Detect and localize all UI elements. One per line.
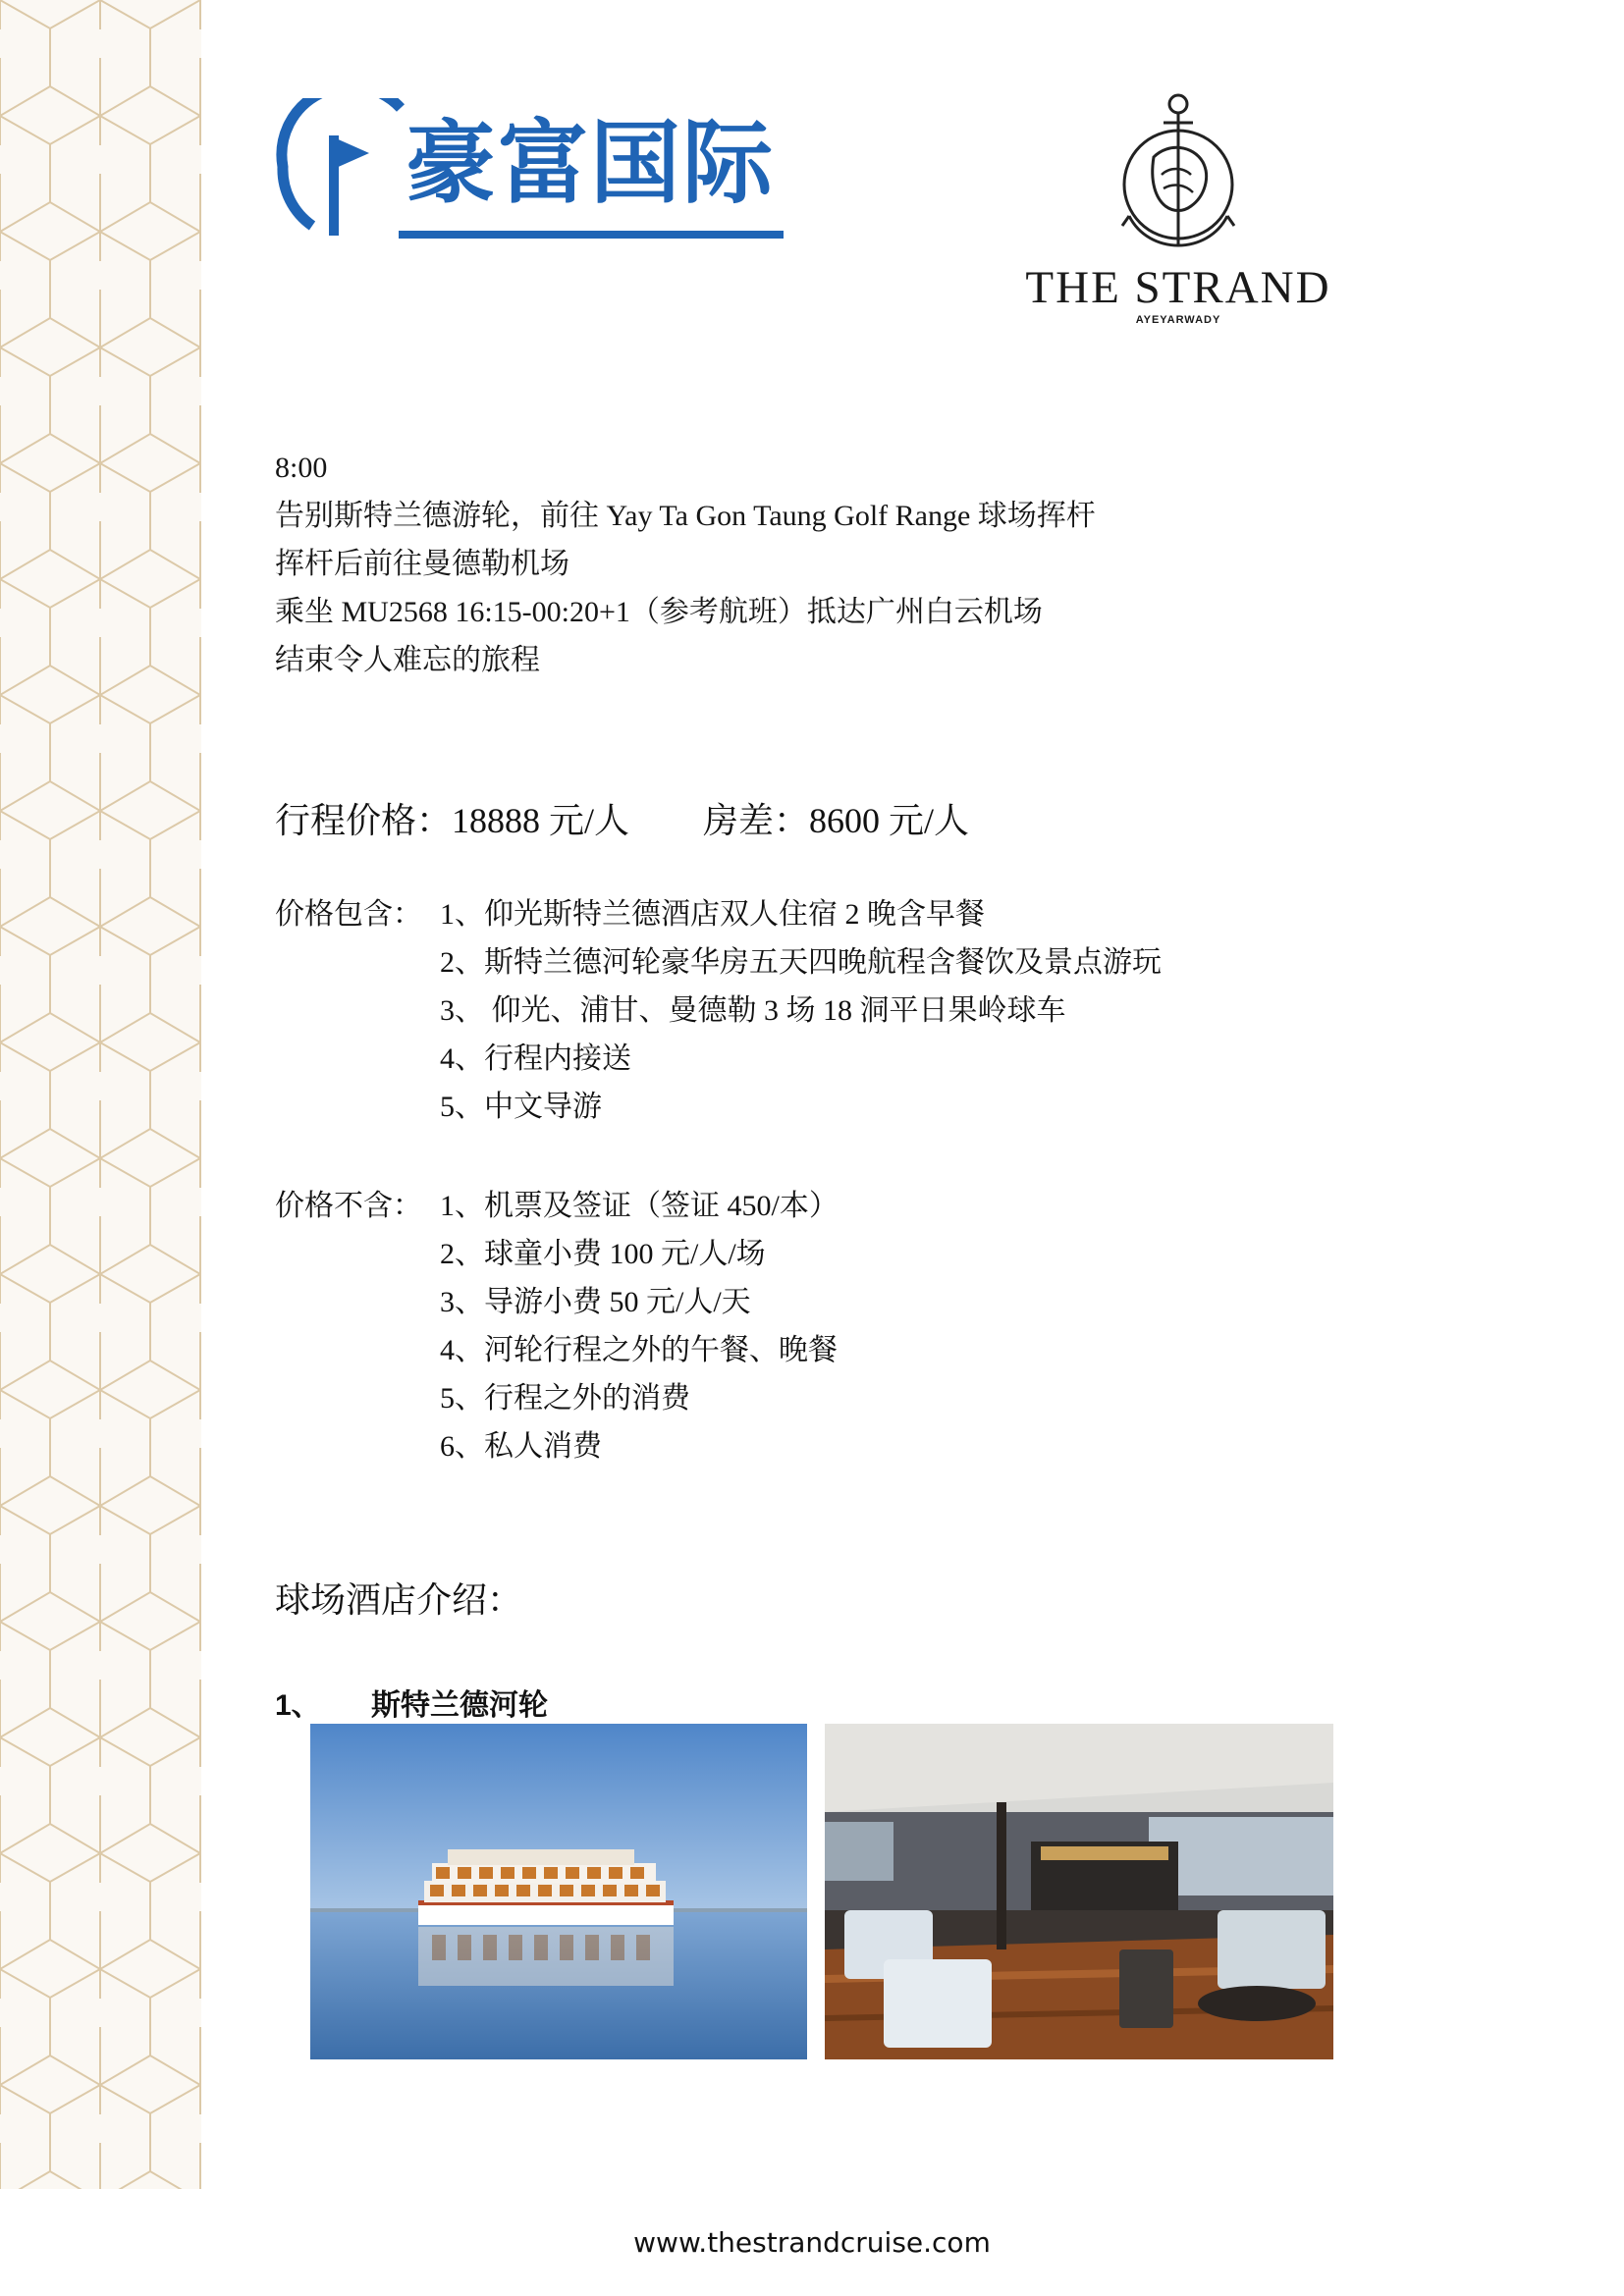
included-item: 5、中文导游 [440, 1091, 602, 1123]
brand-subtitle: AYEYARWADY [1135, 314, 1221, 326]
sub-heading-number: 1、 [275, 1689, 321, 1722]
logo-underline [399, 231, 784, 239]
itinerary-line: 挥杆后前往曼德勒机场 [275, 548, 569, 580]
ship-lounge-photo [825, 1724, 1333, 2059]
decorative-side-pattern [0, 0, 201, 2189]
itinerary-line: 结束令人难忘的旅程 [275, 644, 540, 676]
itinerary-line: 告别斯特兰德游轮，前往 Yay Ta Gon Taung Golf Range 球场挥杆 [275, 500, 1096, 532]
excluded-label: 价格不含： [275, 1190, 422, 1222]
sub-heading [275, 1681, 548, 1724]
company-logo-text: 豪富国际 [406, 110, 776, 216]
excluded-item: 2、球童小费 100 元/人/场 [440, 1238, 766, 1270]
excluded-item: 4、河轮行程之外的午餐、晚餐 [440, 1334, 838, 1366]
excluded-item: 3、导游小费 50 元/人/天 [440, 1286, 751, 1318]
strand-logo [1021, 88, 1335, 334]
river-cruise-ship-photo [310, 1724, 807, 2059]
itinerary-block [275, 444, 1096, 684]
included-item: 1、仰光斯特兰德酒店双人住宿 2 晚含早餐 [440, 898, 985, 931]
section-heading: 球场酒店介绍： [275, 1580, 523, 1620]
included-item: 2、斯特兰德河轮豪华房五天四晚航程含餐饮及景点游玩 [440, 946, 1162, 979]
itinerary-line: 8:00 [275, 452, 328, 484]
price-heading [275, 793, 969, 843]
excluded-item: 6、私人消费 [440, 1430, 602, 1463]
tour-price: 行程价格：18888 元/人 [275, 801, 630, 840]
included-item: 3、 仰光、浦甘、曼德勒 3 场 18 洞平日果岭球车 [440, 994, 1066, 1027]
brand-name: THE STRAND [1025, 262, 1331, 313]
excluded-item: 1、机票及签证（签证 450/本） [440, 1190, 839, 1222]
itinerary-line: 乘坐 MU2568 16:15-00:20+1（参考航班）抵达广州白云机场 [275, 596, 1043, 628]
strand-emblem-icon [1114, 88, 1242, 255]
single-supplement: 房差：8600 元/人 [703, 801, 970, 840]
company-logo [273, 98, 784, 245]
excluded-item: 5、行程之外的消费 [440, 1382, 690, 1415]
footer-website-url[interactable]: www.thestrandcruise.com [633, 2226, 991, 2259]
included-label: 价格包含： [275, 898, 422, 931]
included-item: 4、行程内接送 [440, 1042, 631, 1075]
sub-heading-title: 斯特兰德河轮 [371, 1689, 548, 1722]
flag-arc-icon [273, 98, 410, 245]
